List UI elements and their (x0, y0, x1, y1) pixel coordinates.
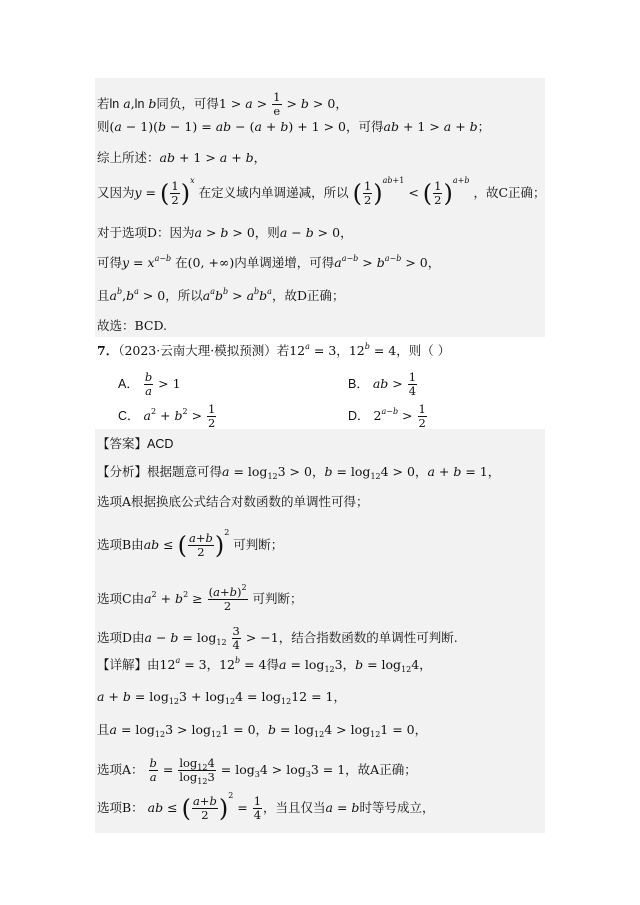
text: ，故D正确； (271, 288, 345, 303)
text: 选项B： (97, 800, 144, 815)
text: 内单调递增，可得 (234, 255, 335, 270)
option-label: D． (348, 409, 370, 423)
text: 选项A根据换底公式结合对数函数的单调性可得； (97, 494, 369, 509)
text: 则 (97, 119, 110, 134)
text: ， (255, 722, 269, 737)
intro-line-7: 且$a^b,b^a > 0$，所以$a^ab^b > a^bb^a$，故D正确； (97, 287, 345, 303)
text: ，故A正确； (345, 762, 417, 777)
text: ， (419, 657, 432, 672)
analysis-tag: 【分析】 (97, 464, 148, 479)
option-d[interactable]: D． $2^{a-b}$ > $\frac{1}{2}$ (348, 402, 426, 430)
analysis-line-5: 选项D由$a - b = \log_{12}$ $\frac{3}{4}$ > −1，结合指数函数的单调性可判断. (97, 624, 458, 652)
question-stem: 7．（2023·云南大理·模拟预测）若$12^a = 3$，$12^b = 4$，则（ ） (97, 342, 451, 358)
text: ， (342, 657, 356, 672)
text: 得 (266, 657, 280, 672)
option-label: B． (348, 377, 369, 391)
detail-line-2: $a + b = \log_{12}3 + \log_{12}4 = \log_{12}12 = 1$， (97, 689, 347, 706)
text: 可判断； (233, 537, 284, 552)
text: ， (340, 225, 353, 240)
text: ， (335, 96, 348, 111)
option-c[interactable]: C． $a^2 + b^2$ > $\frac{1}{2}$ (118, 402, 216, 430)
detail-line-3: 且$a = \log_{12}3 > \log_{12}1 = 0$，$b = \log_{12}4 > \log_{12}1 = 0$， (97, 722, 428, 739)
detail-tag: 【详解】 (97, 657, 148, 672)
text: 且 (97, 722, 110, 737)
text: 可得 (97, 255, 123, 270)
intro-line-4: 又因为y = ( $\frac{1}{2}$ )$^x$ 在定义域内单调递减，所以 ( $\frac{1}{2}$ )$^{ab+1}$ < ( $\frac{1}{2}$ )$^{a+b}$ ，故C正确； (97, 176, 546, 208)
text: 综上所述： (97, 150, 160, 165)
text: 选项B由 (97, 537, 144, 552)
text: ， (336, 343, 349, 358)
text: 在定义域内单调递减，所以 (198, 185, 349, 200)
text: 若 (97, 96, 110, 111)
intro-line-6: 可得$y = x^{a-b}$ 在(0, +∞)内单调递增，可得$a^{a-b} > b^{a-b} > 0$， (97, 254, 441, 270)
analysis-line-4: 选项C由$a^2 + b^2$ ≥ $\frac{(a+b)^2}{2}$ 可判断； (97, 583, 303, 613)
text: 可判断； (252, 591, 303, 606)
text: ， (414, 722, 428, 737)
text: ， (487, 464, 501, 479)
detail-line-5: 选项B： ab ≤ ( $\frac{a+b}{2}$ )$^2$ = $\frac{1}{4}$ ，当且仅当a = b时等号成立， (97, 791, 435, 823)
option-b[interactable]: B． ab > $\frac{1}{4}$ (348, 370, 417, 398)
text: 若 (276, 343, 290, 358)
text: ， (427, 255, 441, 270)
text: ， (414, 464, 428, 479)
detail-line-4: 选项A： $\frac{b}{a}$ = $\frac{\log_{12}4}{\log_{12}3}$ = $\log_34 > \log_33 = 1$，故A正确； (97, 756, 417, 786)
text: ， (333, 689, 347, 704)
intro-line-5: 对于选项D：因为a > b > 0，则a − b > 0， (97, 225, 353, 240)
text: 选项A： (97, 762, 144, 777)
text: ； (477, 119, 491, 134)
text: 故选：BCD. (97, 318, 168, 333)
text: ， (206, 657, 220, 672)
text: ，当且仅当 (263, 800, 326, 815)
answer-line (97, 438, 173, 451)
option-label: A． (118, 377, 139, 391)
analysis-line-3: 选项B由ab ≤ ( $\frac{a+b}{2}$ )$^2$ 可判断； (97, 528, 284, 560)
text: ，结合指数函数的单调性可判断. (278, 630, 458, 645)
intro-line-8 (97, 320, 167, 333)
option-a[interactable]: A． $\frac{b}{a}$ > 1 (118, 370, 181, 398)
fraction-1-over-e: $\frac{1}{e}$ (273, 90, 281, 118)
text: ，则（ ） (396, 343, 451, 358)
text: 选项D由 (97, 630, 145, 645)
text: ，可得 (345, 119, 384, 134)
text: 同负，可得 (156, 96, 219, 111)
analysis-line-1: 【分析】根据题意可得$a = \log_{12}3 > 0$，$b = \log_{12}4 > 0$，a + b = 1， (97, 464, 501, 481)
text: ，所以 (165, 288, 203, 303)
text: ， (253, 150, 267, 165)
analysis-line-2 (97, 496, 369, 509)
text: 由 (147, 657, 160, 672)
text: ， (311, 464, 325, 479)
text: 在 (175, 255, 188, 270)
question-source: （2023·云南大理·模拟预测） (118, 343, 277, 358)
intro-line-1: 若ln a,ln b同负，可得1 > a > $\frac{1}{e}$ > b > 0， (97, 90, 348, 118)
text: 对于选项D：因为 (97, 225, 195, 240)
text: ，故C正确； (473, 185, 546, 200)
text: ，则 (254, 225, 280, 240)
question-number: 7． (97, 343, 119, 358)
text: 选项C由 (97, 591, 145, 606)
option-label: C． (118, 409, 140, 423)
text: 时等号成立， (359, 800, 435, 815)
answer-tag: 【答案】 (97, 436, 148, 451)
text: 根据题意可得 (147, 464, 223, 479)
text: 且 (97, 288, 110, 303)
intro-line-3: 综上所述：ab + 1 > a + b， (97, 150, 267, 165)
intro-line-2: 则(a − 1)(b − 1) = ab − (a + b) + 1 > 0，可得ab + 1 > a + b； (97, 119, 491, 134)
answer-value: ACD (147, 437, 174, 451)
detail-line-1: 【详解】由$12^a = 3$，$12^b = 4$得$a = \log_{12}3$，$b = \log_{12}4$， (97, 656, 432, 674)
text: 又因为 (97, 185, 135, 200)
